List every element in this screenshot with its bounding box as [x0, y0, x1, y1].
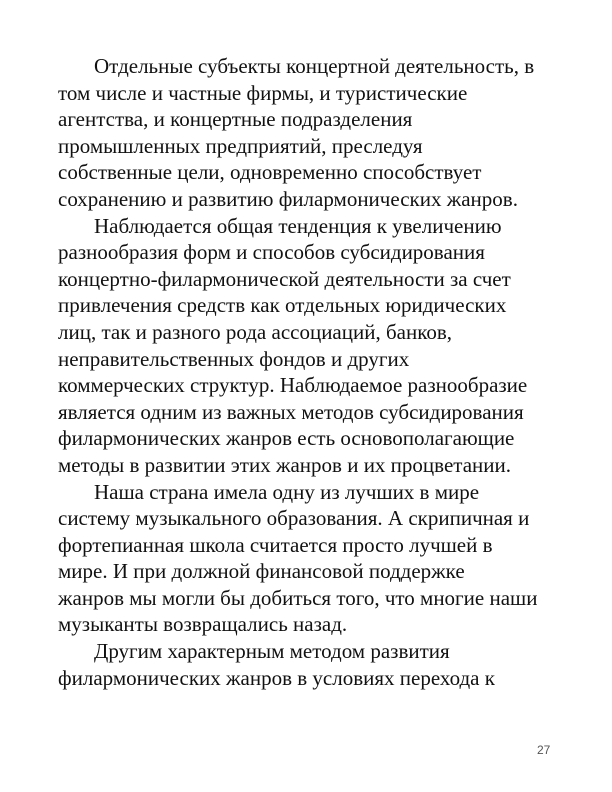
text-line: систему музыкального образования. А скрипичная и [58, 506, 530, 531]
text-line: Наша страна имела одну из лучших в мире [94, 479, 480, 504]
text-line: фортепианная школа считается просто лучшей в [58, 532, 493, 557]
text-line: лиц, так и разного рода ассоциаций, банков, [58, 319, 453, 344]
text-line: промышленных предприятий, преследуя [58, 133, 423, 158]
text-line: том числе и частные фирмы, и туристические [58, 80, 468, 105]
text-line: коммерческих структур. Наблюдаемое разнообразие [58, 373, 528, 398]
text-line: методы в развитии этих жанров и их процветании. [58, 452, 511, 477]
text-line: агентства, и концертные подразделения [58, 107, 413, 132]
text-line: концертно-филармонической деятельности за счет [58, 266, 511, 291]
text-line: Наблюдается общая тенденция к увеличению [94, 213, 502, 238]
text-line: жанров мы могли бы добиться того, что многие наши [58, 585, 538, 610]
text-line: является одним из важных методов субсидирования [58, 399, 524, 424]
text-line: музыканты возвращались назад. [58, 612, 348, 637]
text-line: мире. И при должной финансовой поддержке [58, 559, 465, 584]
text-line: Другим характерным методом развития [94, 639, 450, 664]
text-line: привлечения средств как отдельных юридических [58, 293, 507, 318]
text-line: филармонических жанров в условиях перехода к [58, 665, 495, 690]
text-line: собственные цели, одновременно способствует [58, 160, 482, 185]
text-line: разнообразия форм и способов субсидирования [58, 240, 485, 265]
page-number: 27 [537, 743, 551, 757]
text-line: филармонических жанров есть основополагающие [58, 426, 515, 451]
text-line: Отдельные субъекты концертной деятельность, в [94, 54, 535, 78]
text-line: сохранению и развитию филармонических жанров. [58, 186, 518, 211]
body-text [58, 53, 568, 691]
text-line: неправительственных фондов и других [58, 346, 410, 371]
